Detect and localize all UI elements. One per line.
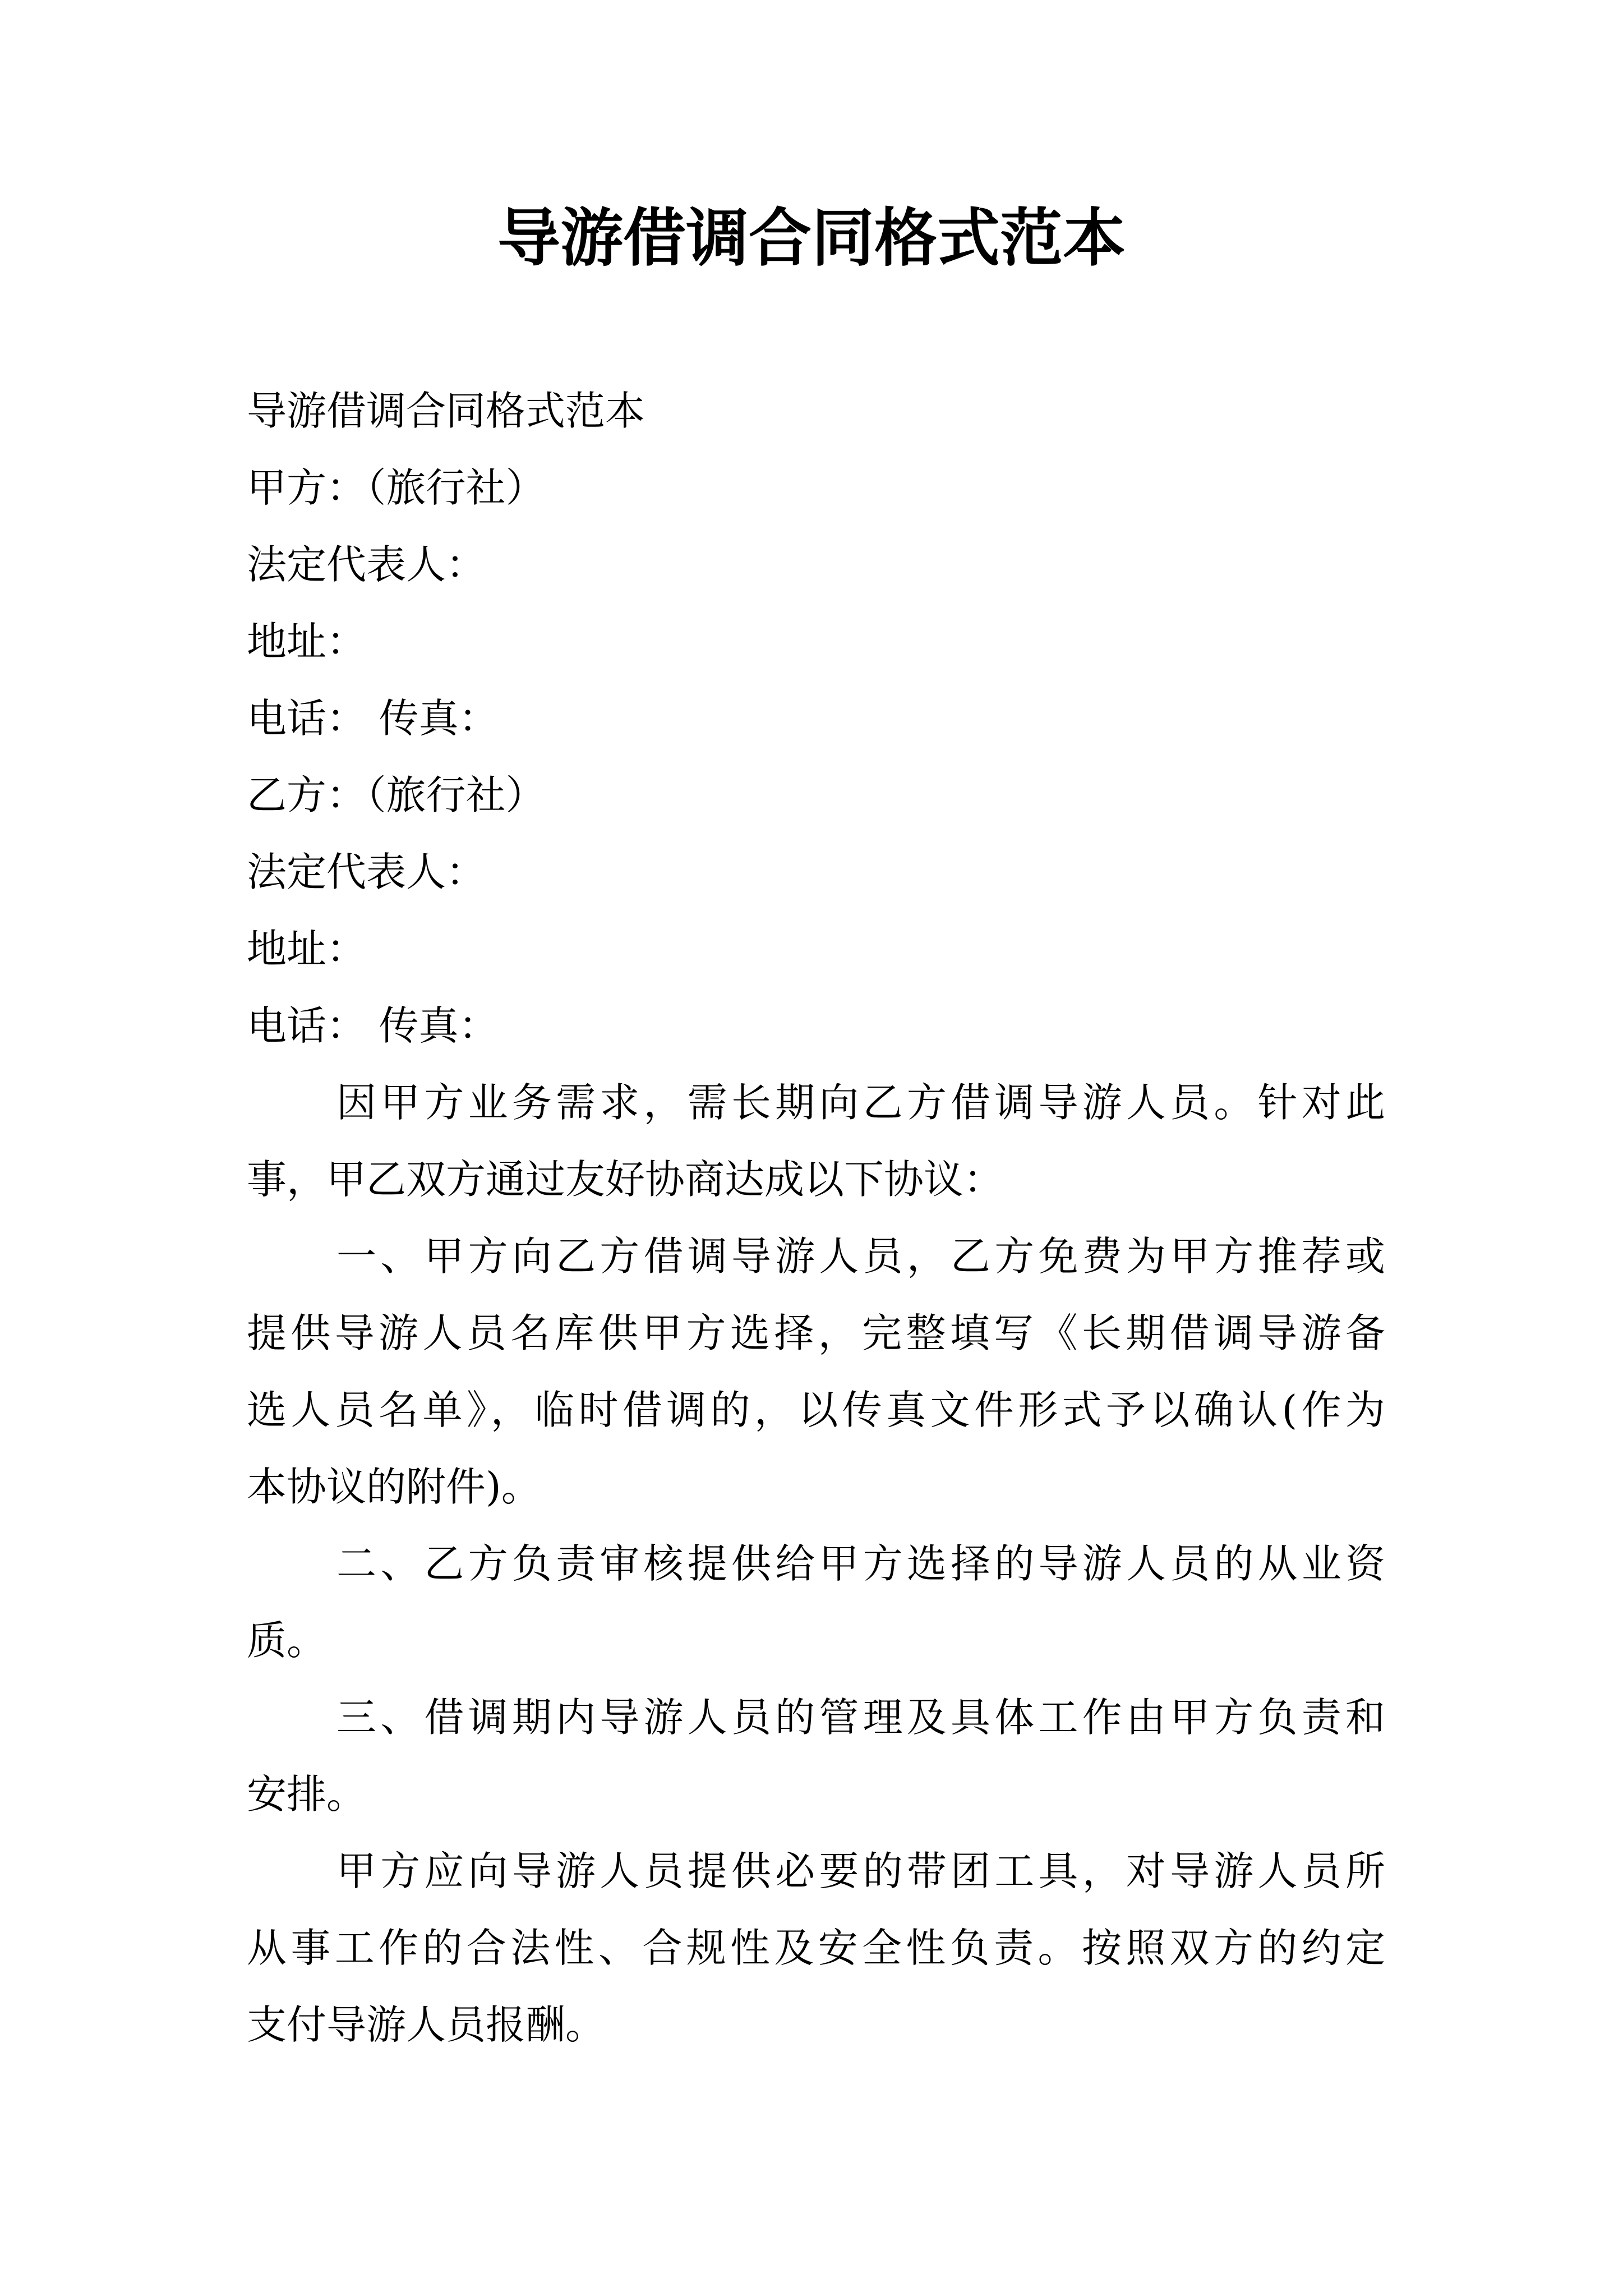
doc-heading-line: 导游借调合同格式范本 (247, 388, 645, 434)
document-title: 导游借调合同格式范本 (497, 201, 1126, 275)
paragraph-line: 因甲方业务需求，需长期向乙方借调导游人员。针对此 (336, 1079, 1385, 1126)
clause-3-detail-line: 甲方应向导游人员提供必要的带团工具，对导游人员所 (336, 1848, 1385, 1894)
party-a-address: 地址： (247, 618, 367, 665)
party-a-line: 甲方：（旅行社） (247, 464, 546, 511)
party-a-phone-fax: 电话： 传真： (247, 695, 499, 742)
clause-2-line: 质。 (247, 1617, 327, 1664)
party-a-representative: 法定代表人： (247, 541, 486, 588)
clause-3-detail-line: 从事工作的合法性、合规性及安全性负责。按照双方的约定 (247, 1925, 1385, 1971)
clause-3-line: 安排。 (247, 1771, 367, 1818)
clause-3-detail-line: 支付导游人员报酬。 (247, 2001, 606, 2048)
party-b-line: 乙方：（旅行社） (247, 772, 546, 818)
clause-1-line: 本协议的附件)。 (247, 1464, 541, 1510)
clause-1-line: 提供导游人员名库供甲方选择，完整填写《长期借调导游备 (247, 1310, 1385, 1356)
paragraph-line: 事，甲乙双方通过友好协商达成以下协议： (247, 1156, 1004, 1203)
clause-1-line: 一、甲方向乙方借调导游人员，乙方免费为甲方推荐或 (336, 1233, 1385, 1280)
party-b-representative: 法定代表人： (247, 849, 486, 895)
party-b-phone-fax: 电话： 传真： (247, 1002, 499, 1049)
party-b-address: 地址： (247, 926, 367, 972)
clause-2-line: 二、乙方负责审核提供给甲方选择的导游人员的从业资 (336, 1540, 1385, 1587)
clause-3-line: 三、借调期内导游人员的管理及具体工作由甲方负责和 (336, 1694, 1385, 1741)
clause-1-line: 选人员名单》，临时借调的，以传真文件形式予以确认(作为 (247, 1387, 1385, 1433)
